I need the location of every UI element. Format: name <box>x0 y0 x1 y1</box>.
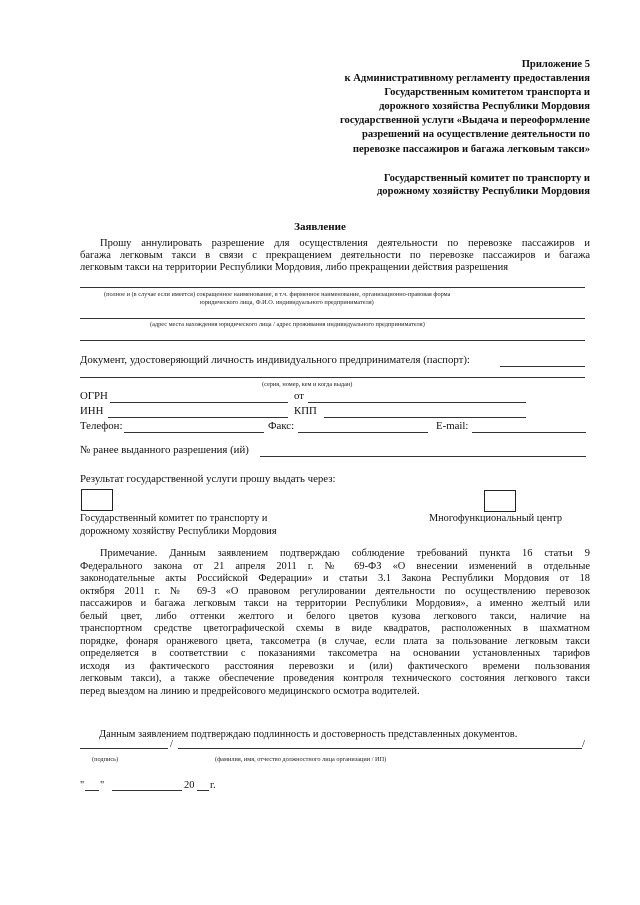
signature-input[interactable] <box>80 738 168 749</box>
ogrn-date-input[interactable] <box>308 392 526 403</box>
name-field-line[interactable] <box>80 287 585 288</box>
mfc-checkbox[interactable] <box>484 490 516 512</box>
ot-label: от <box>294 390 304 402</box>
committee-option-line: дорожному хозяйству Республики Мордовия <box>80 526 277 537</box>
ogrn-input[interactable] <box>110 392 288 403</box>
addressee-line: дорожному хозяйству Республики Мордовия <box>376 186 590 197</box>
passport-field-line[interactable] <box>80 377 585 378</box>
committee-checkbox[interactable] <box>81 489 113 511</box>
ogrn-label: ОГРН <box>80 390 108 402</box>
intro-paragraph <box>80 238 590 274</box>
committee-option <box>80 512 277 538</box>
fax-input[interactable] <box>298 422 428 433</box>
address-caption: (адрес места нахождения юридического лица / адрес проживания индивидуального предпринимателя) <box>150 321 425 328</box>
signature-caption: (подпись) <box>92 756 119 763</box>
date-day-input[interactable] <box>85 780 99 791</box>
note-line: Примечание. Данным заявлением подтверждаю соблюдение требований пункта 16 статьи 9 <box>100 548 590 559</box>
appendix-line: дорожного хозяйства Республики Мордовия <box>379 101 590 113</box>
phone-input[interactable] <box>124 422 264 433</box>
result-label: Результат государственной услуги прошу выдать через: <box>80 473 336 485</box>
permit-input[interactable] <box>260 446 586 457</box>
email-input[interactable] <box>472 422 586 433</box>
fullname-input[interactable] <box>178 738 582 749</box>
note-line: перед выездом на линию и предрейсового медицинского осмотра водителей. <box>80 686 420 698</box>
confirm-text: Данным заявлением подтверждаю подлинность и достоверность представленных документов. <box>99 729 518 740</box>
date-year-prefix: 20 <box>184 780 195 791</box>
address-field-line[interactable] <box>80 318 585 319</box>
mfc-option: Многофункциональный центр <box>429 513 563 524</box>
committee-option-line: Государственный комитет по транспорту и <box>80 513 268 524</box>
passport-input[interactable] <box>500 356 585 367</box>
intro-line: легковым такси на территории Республики Мордовия, либо прекращении действия разрешения <box>80 262 509 273</box>
addressee-line: Государственный комитет по транспорту и <box>383 173 590 184</box>
note-line: законодательные акты Российской Федерации» и статьи 3.1 Закона Республики Мордовия от 18 <box>80 573 590 585</box>
permit-label: № ранее выданного разрешения (ий) <box>80 444 249 456</box>
slash: / <box>170 739 173 750</box>
note-line: транспортном средстве цветографической схемы в виде квадратов, расположенных в шахматном <box>80 623 590 635</box>
appendix-line: государственной услуги «Выдача и переоформление <box>339 115 590 127</box>
intro-line: Прошу аннулировать разрешение для осуществления деятельности по перевозке пассажиров и <box>100 238 590 249</box>
kpp-label: КПП <box>294 405 317 417</box>
kpp-input[interactable] <box>324 407 526 418</box>
date-month-input[interactable] <box>112 780 182 791</box>
note-line: исходя из фактического расстояния перевозки и (или) фактического времени пользования <box>80 660 590 672</box>
inn-input[interactable] <box>108 407 288 418</box>
appendix-header <box>260 58 590 157</box>
addressee <box>330 172 590 198</box>
passport-caption: (серия, номер, кем и когда выдан) <box>262 381 353 388</box>
note-line: определяется в соответствии с показаниями таксометра на основании установленных тарифов <box>80 648 590 660</box>
note-paragraph <box>80 548 590 699</box>
date-suffix: г. <box>210 780 216 791</box>
note-line: Федерального закона от 21 апреля 2011 г. № 69-ФЗ «О внесении изменений в отдельные <box>80 560 590 572</box>
appendix-line: к Административному регламенту предоставления <box>344 73 590 85</box>
appendix-line: разрешений на осуществление деятельности по <box>361 129 590 141</box>
slash-end: / <box>582 739 585 750</box>
inn-label: ИНН <box>80 405 104 417</box>
date-quote-open: " <box>80 780 85 791</box>
note-line: белый цвет, либо оттенки желтого и белого цветов кузова легкового такси, наличие на <box>80 610 590 622</box>
document-label: Документ, удостоверяющий личность индивидуального предпринимателя (паспорт): <box>80 354 470 366</box>
note-line: порядке, фонаря оранжевого цвета, таксометра (в случае, если плата за пользование легковым такси <box>80 635 590 647</box>
note-line: пассажиров и багажа легковым такси на территории Республики Мордовия», а именно желтый или <box>80 598 590 610</box>
note-line: октября 2011 г. № 69-З «О правовом регулировании деятельности по осуществлению перевозок <box>80 585 590 597</box>
date-quote-close: " <box>100 780 105 791</box>
appendix-line: Государственным комитетом транспорта и <box>384 87 590 99</box>
fax-label: Факс: <box>268 420 295 432</box>
fullname-caption: (фамилия, имя, отчество должностного лица организации / ИП) <box>215 756 387 763</box>
name-caption-2: юридического лица, Ф.И.О. индивидуального предпринимателя) <box>200 299 374 306</box>
phone-label: Телефон: <box>80 420 123 432</box>
page-title: Заявление <box>294 221 346 233</box>
date-year-input[interactable] <box>197 780 209 791</box>
intro-line: багажа легковым такси в связи с прекращением деятельности по перевозке пассажиров и багажа <box>80 250 590 261</box>
note-line: легковым такси), а также обеспечение проведения контроля технического состояния легкового такси <box>80 673 590 685</box>
appendix-line: перевозке пассажиров и багажа легковым такси» <box>352 143 590 155</box>
appendix-line: Приложение 5 <box>521 59 590 70</box>
email-label: E-mail: <box>436 420 469 432</box>
name-caption: (полное и (в случае если имеется) сокращенное наименование, в т.ч. фирменное наименование, организационно-правовая форма <box>104 291 451 298</box>
extra-field-line[interactable] <box>80 340 585 341</box>
